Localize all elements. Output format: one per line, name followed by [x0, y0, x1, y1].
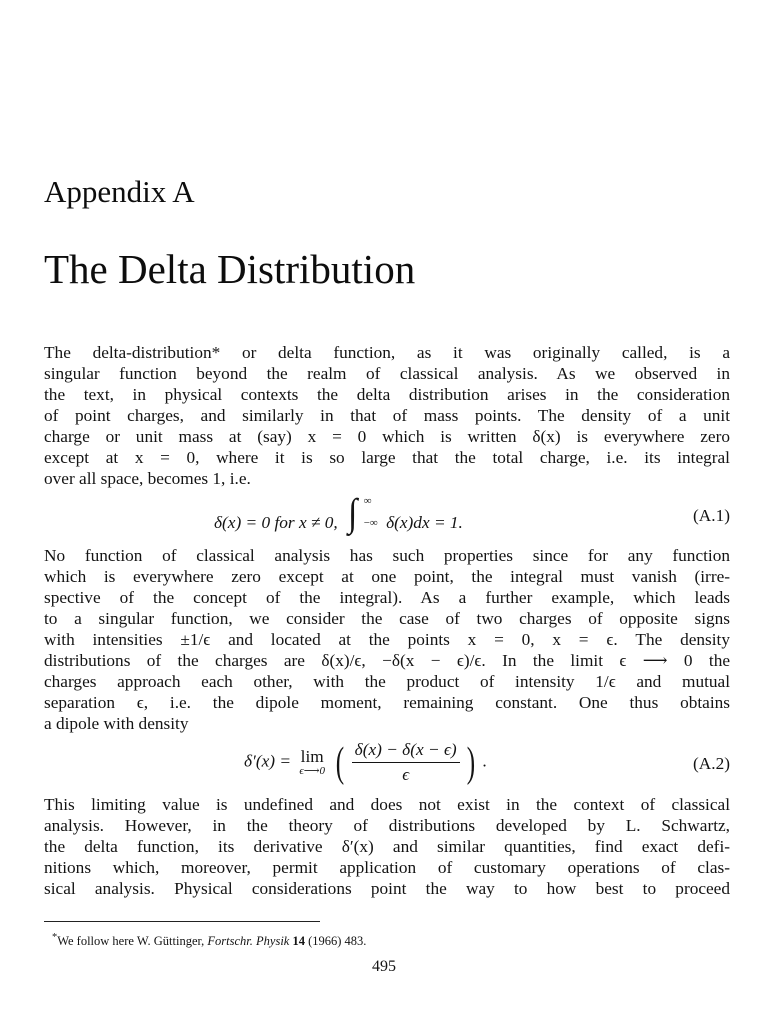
footnote-volume: 14: [289, 934, 305, 949]
paragraph-1-line: of point charges, and similarly in that of mass points. The density of a unit: [44, 406, 730, 425]
paragraph-3-line: analysis. However, in the theory of distributions developed by L. Schwartz,: [44, 816, 730, 835]
equation-a2-trailing: .: [482, 751, 487, 771]
paragraph-2-line: spective of the concept of the integral). As a further example, which leads: [44, 588, 730, 607]
equation-a2-left: δ′(x) =: [244, 751, 291, 771]
equation-a1-left: δ(x) = 0 for x ≠ 0,: [214, 512, 338, 532]
footnote-citation: (1966) 483.: [304, 934, 367, 949]
paragraph-3-line: the delta function, its derivative δ′(x) and similar quantities, find exact defi-: [44, 837, 730, 856]
appendix-label: Appendix A: [44, 174, 195, 209]
integral-upper-limit: ∞: [363, 495, 372, 507]
page-number: 495: [372, 958, 396, 975]
footnote-marker: *: [52, 932, 58, 943]
integral-icon: ∫: [348, 492, 358, 535]
footnote-text: We follow here W. Güttinger,: [57, 934, 208, 949]
paragraph-2-line: to a singular function, we consider the case of two charges of opposite signs: [44, 609, 730, 628]
equation-a1-integrand: δ(x)dx = 1.: [386, 512, 463, 532]
paragraph-1-line: except at x = 0, where it is so large that the total charge, i.e. its integral: [44, 448, 730, 467]
paragraph-1-line: the text, in physical contexts the delta distribution arises in the consideration: [44, 385, 730, 404]
paragraph-2-line: with intensities ±1/ϵ and located at the points x = 0, x = ϵ. The density: [44, 630, 730, 649]
paragraph-1-line: singular function beyond the realm of classical analysis. As we observed in: [44, 364, 730, 383]
limit-subscript: ϵ⟶0: [299, 764, 326, 777]
equation-a2: [44, 740, 730, 790]
chapter-title: The Delta Distribution: [44, 246, 416, 292]
footnote-journal: Fortschr. Physik: [207, 934, 290, 949]
left-paren-icon: (: [336, 739, 345, 786]
paragraph-3-line: This limiting value is undefined and does not exist in the context of classical: [44, 795, 730, 814]
fraction: [352, 740, 460, 785]
footnote: [52, 930, 366, 949]
equation-a2-body: [244, 740, 487, 785]
fraction-numerator: δ(x) − δ(x − ϵ): [352, 740, 460, 763]
paragraph-2-line: which is everywhere zero except at one point, the integral must vanish (irre-: [44, 567, 730, 586]
integral-limits: [364, 494, 378, 530]
paragraph-2-line: No function of classical analysis has such properties since for any function: [44, 546, 730, 565]
equation-a2-number: (A.2): [693, 754, 730, 773]
paragraph-3-line: nitions which, moreover, permit application of customary operations of clas-: [44, 858, 730, 877]
equation-a1-body: [214, 492, 463, 535]
paragraph-2-line: separation ϵ, i.e. the dipole moment, remaining constant. One thus obtains: [44, 693, 730, 712]
paragraph-2-line: charges approach each other, with the product of intensity 1/ϵ and mutual: [44, 672, 730, 691]
limit-label: lim: [300, 746, 324, 766]
paragraph-2-line: a dipole with density: [44, 714, 189, 733]
paragraph-2-line: distributions of the charges are δ(x)/ϵ, −δ(x − ϵ)/ϵ. In the limit ϵ ⟶ 0 the: [44, 651, 730, 670]
equation-a1-number: (A.1): [693, 506, 730, 525]
integral-lower-limit: −∞: [363, 517, 378, 529]
paragraph-1-line: charge or unit mass at (say) x = 0 which is written δ(x) is everywhere zero: [44, 427, 730, 446]
footnote-rule: [44, 921, 320, 922]
paragraph-1-line: over all space, becomes 1, i.e.: [44, 469, 251, 488]
right-paren-icon: ): [466, 739, 476, 786]
fraction-denominator: ϵ: [402, 765, 410, 784]
paragraph-1-line: The delta-distribution* or delta function, as it was originally called, is a: [44, 343, 730, 362]
limit-operator: [299, 746, 326, 777]
equation-a1: [44, 492, 730, 540]
paragraph-3-line: sical analysis. Physical considerations point the way to how best to proceed: [44, 879, 730, 898]
